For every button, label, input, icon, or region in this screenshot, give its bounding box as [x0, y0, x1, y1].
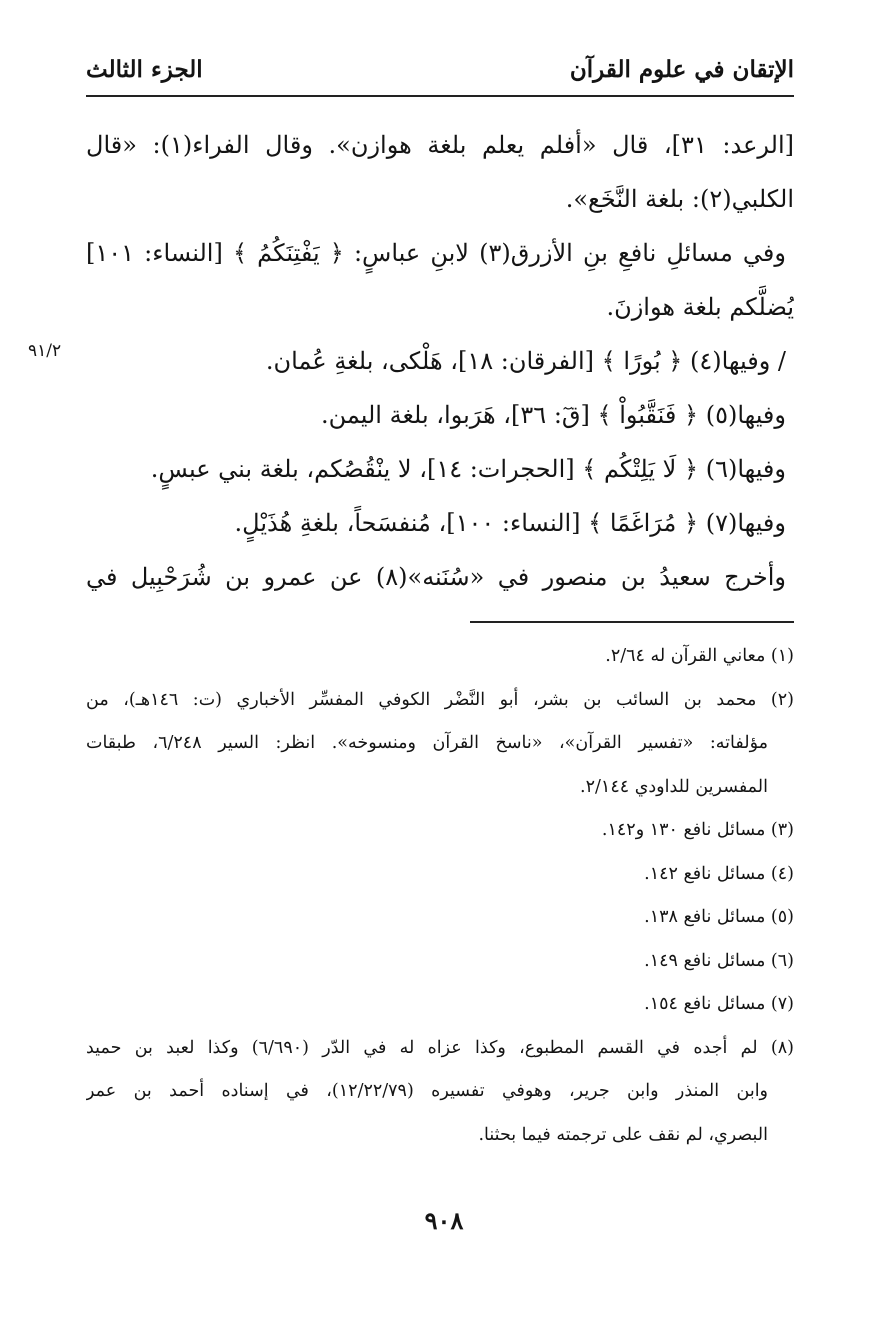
text-line: / وفيها(٤) ﴿ بُورًا ﴾ [الفرقان: ١٨]، هَلْكى، بلغةِ عُمان. — [265, 347, 786, 375]
header-rule — [86, 95, 794, 97]
footnote: (٧) مسائل نافع ١٥٤. — [644, 994, 794, 1014]
footnotes — [86, 635, 794, 1157]
footnote-continuation: وابن المنذر وابن جرير، وهوفي تفسيره (١٢/٢٢/٧٩)، في إسناده أحمد بن عمر — [86, 1081, 769, 1101]
footnote: (٤) مسائل نافع ١٤٢. — [644, 863, 794, 884]
main-text — [86, 118, 794, 604]
footnote: (٥) مسائل نافع ١٣٨. — [644, 907, 794, 927]
text-line: وفيها(٥) ﴿ فَنَقَّبُواْ ﴾ [قٓ: ٣٦]، هَرَبوا، بلغة اليمن. — [320, 401, 786, 429]
margin-page-reference: ٩١/٢ — [28, 341, 62, 361]
text-line: وفيها(٦) ﴿ لَا يَلِتْكُم ﴾ [الحجرات: ١٤]، لا ينْقُصُكم، بلغة بني عبسٍ. — [150, 455, 786, 483]
footnote: (٦) مسائل نافع ١٤٩. — [644, 950, 794, 971]
footnote-continuation: مؤلفاته: «تفسير القرآن»، «ناسخ القرآن ومنسوخه». انظر: السير ٦/٢٤٨، طبقات — [86, 733, 768, 753]
running-header — [86, 50, 794, 94]
text-line: وفيها(٧) ﴿ مُرَاغَمًا ﴾ [النساء: ١٠٠]، مُنفسَحاً، بلغةِ هُذَيْلٍ. — [234, 509, 786, 537]
footnote: (٨) لم أجده في القسم المطبوع، وكذا عزاه له في الدّر (٦/٦٩٠) وكذا لعبد بن حميد — [86, 1037, 794, 1058]
footnote: (٢) محمد بن السائب بن بشر، أبو النَّضْر الكوفي المفسِّر الأخباري (ت: ١٤٦هـ)، من — [86, 689, 794, 710]
text-line: وفي مسائلِ نافعِ بنِ الأزرق(٣) لابنِ عباسٍ: ﴿ يَفْتِنَكُمُ ﴾ [النساء: ١٠١] — [86, 239, 786, 267]
text-line: [الرعد: ٣١]، قال «أفلم يعلم بلغة هوازن». وقال الفراء(١): «قال — [86, 131, 794, 159]
book-title: الإتقان في علوم القرآن — [569, 56, 794, 83]
page-number: ٩٠٨ — [424, 1206, 464, 1235]
text-line: يُضلَّكم بلغة هوازنَ. — [606, 293, 794, 321]
text-line: الكلبي(٢): بلغة النَّخَع». — [565, 185, 794, 213]
footnote: (١) معاني القرآن له ٢/٦٤. — [605, 646, 794, 666]
text-line: وأخرج سعيدُ بن منصور في «سُنَنه»(٨) عن عمرو بن شُرَحْبِيل في — [86, 563, 786, 591]
footnote-separator — [470, 621, 794, 623]
footnote-continuation: المفسرين للداودي ٢/١٤٤. — [580, 776, 768, 797]
footnote-continuation: البصري، لم نقف على ترجمته فيما بحثنا. — [478, 1124, 768, 1145]
footnote: (٣) مسائل نافع ١٣٠ و١٤٢. — [601, 820, 794, 840]
part-label: الجزء الثالث — [86, 56, 203, 83]
